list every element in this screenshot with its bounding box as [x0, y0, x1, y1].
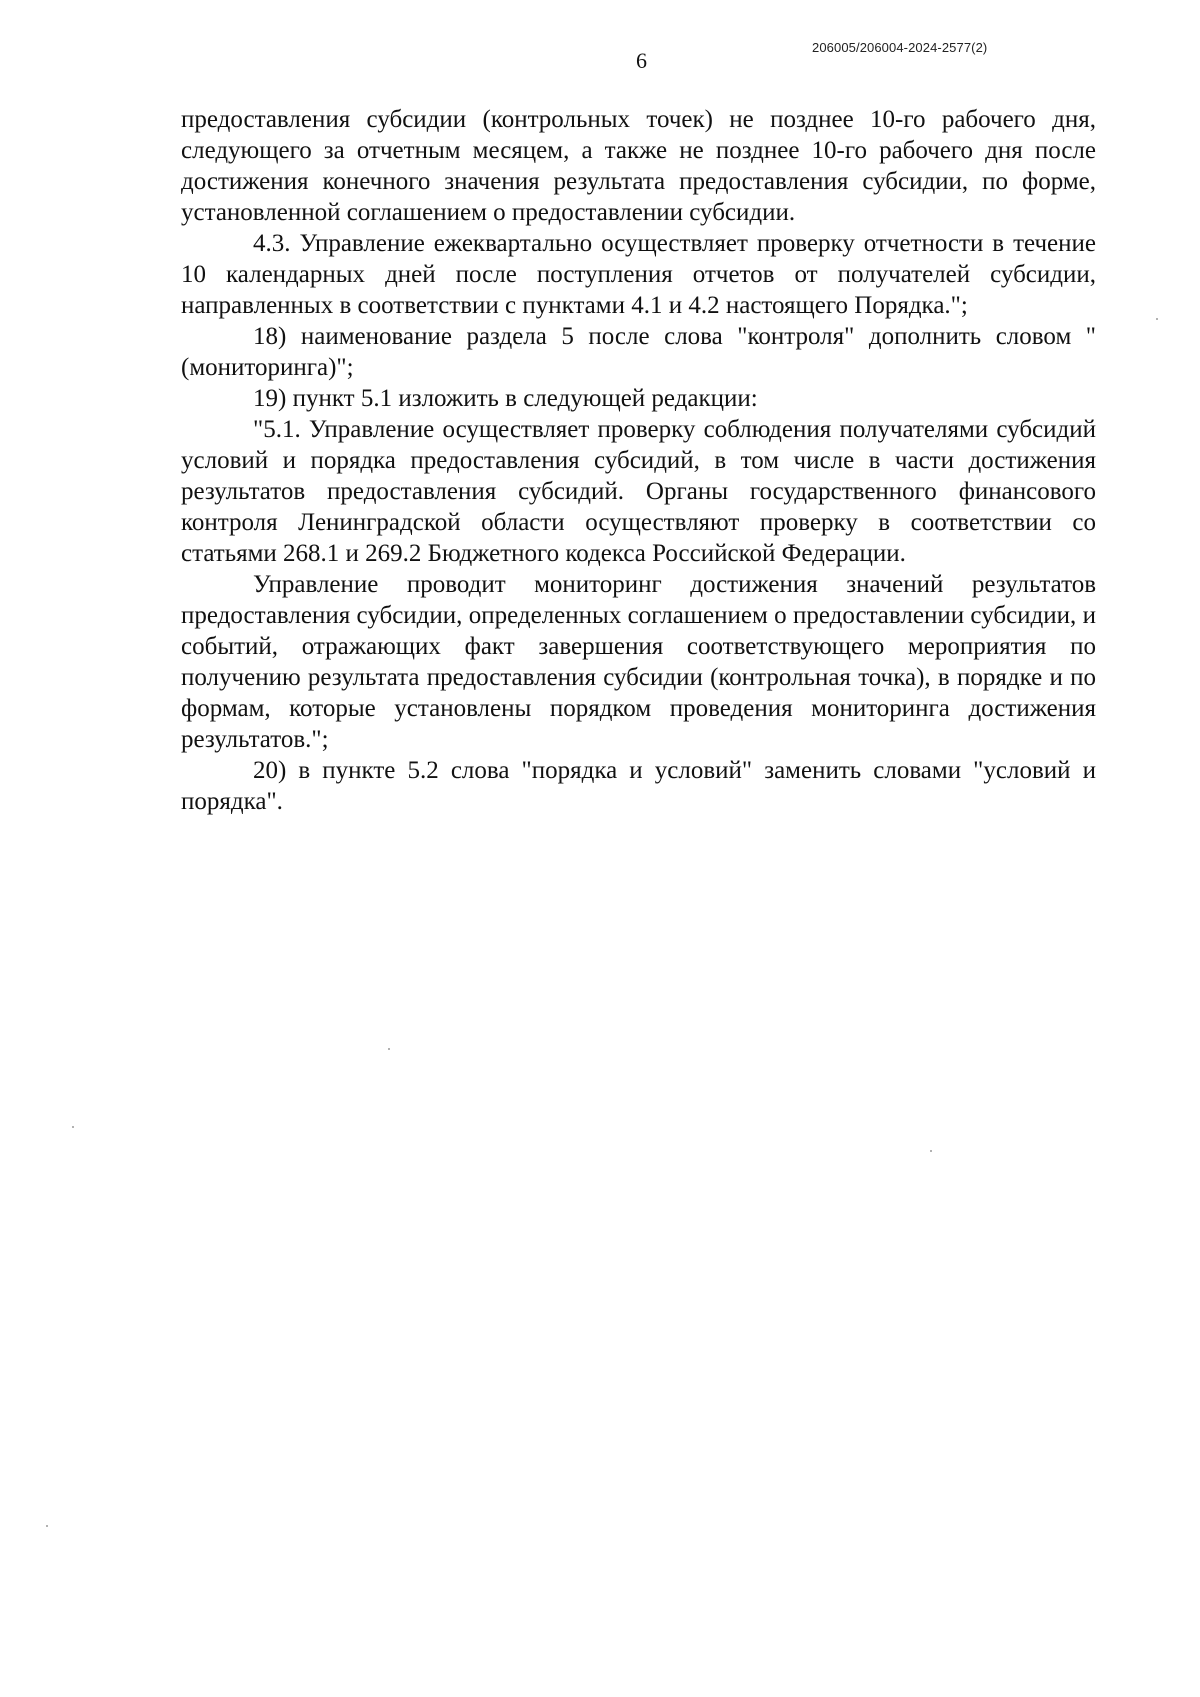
scan-speck	[72, 1126, 74, 1128]
scan-speck	[930, 1150, 932, 1152]
page-number: 6	[636, 48, 647, 73]
paragraph-item-20: 20) в пункте 5.2 слова "порядка и условий" заменить словами "условий и порядка".	[181, 757, 1096, 815]
paragraph-item-18: 18) наименование раздела 5 после слова "контроля" дополнить словом "(мониторинга)";	[181, 323, 1096, 381]
document-body	[181, 104, 1096, 817]
paragraph-4-3: 4.3. Управление ежеквартально осуществляет проверку отчетности в течение 10 календарных дней после поступления отчетов от получателей субсидии, направленных в соответствии с пунктами 4.1 и 4.2 настоящего Порядка.";	[181, 230, 1096, 319]
scan-speck	[1156, 318, 1158, 320]
paragraph-continuation: предоставления субсидии (контрольных точек) не позднее 10-го рабочего дня, следующего за отчетным месяцем, а также не позднее 10-го рабочего дня после достижения конечного значения результата предоставления субсидии, по форме, установленной соглашением о предоставлении субсидии.	[181, 106, 1096, 226]
paragraph-5-1: "5.1. Управление осуществляет проверку соблюдения получателями субсидий условий и порядка предоставления субсидий, в том числе в части достижения результатов предоставления субсидий. Органы государственного финансового контроля Ленинградской области осуществляют проверку в соответствии со статьями 268.1 и 269.2 Бюджетного кодекса Российской Федерации.	[181, 416, 1096, 567]
scan-speck	[46, 1525, 48, 1527]
paragraph-monitoring: Управление проводит мониторинг достижения значений результатов предоставления субсидии, определенных соглашением о предоставлении субсидии, и событий, отражающих факт завершения соответствующего мероприятия по получению результата предоставления субсидии (контрольная точка), в порядке и по формам, которые установлены порядком проведения мониторинга достижения результатов.";	[181, 571, 1096, 753]
paragraph-item-19: 19) пункт 5.1 изложить в следующей редакции:	[253, 385, 758, 412]
document-registration-number: 206005/206004-2024-2577(2)	[812, 40, 988, 55]
scan-speck	[388, 1048, 390, 1050]
